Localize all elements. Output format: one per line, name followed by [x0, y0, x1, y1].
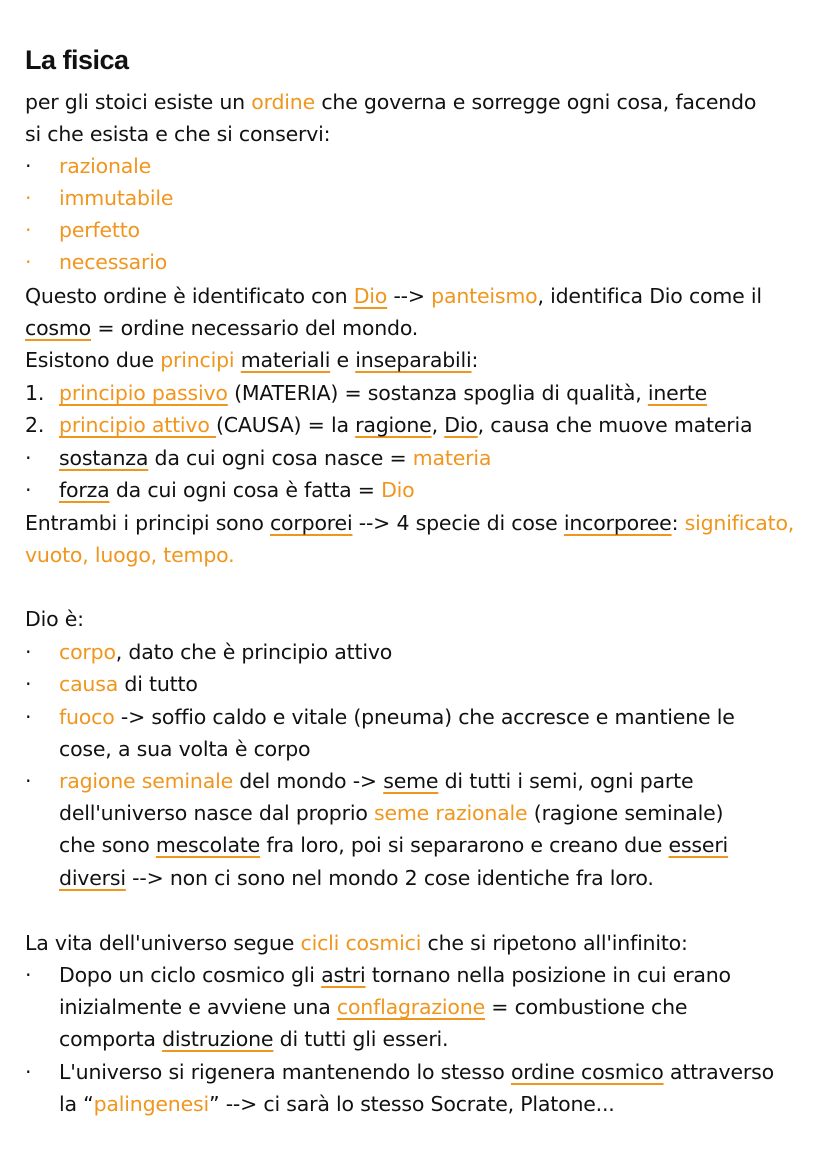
list-item-principle-1: 1. principio passivo (MATERIA) = sostanza spoglia di qualità, inerte — [25, 381, 708, 405]
bullet-icon: · — [25, 218, 32, 242]
list-item: · causa di tutto — [25, 668, 198, 700]
bullet-icon: · — [25, 1060, 32, 1084]
bullet-icon: · — [25, 478, 32, 502]
list-item: · corpo, dato che è principio attivo — [25, 636, 392, 668]
list-item: · immutabile — [25, 182, 173, 214]
list-item: · fuoco -> soffio caldo e vitale (pneuma) che accresce e mantiene le — [25, 701, 735, 733]
list-item: · L'universo si rigenera mantenendo lo stesso ordine cosmico attraverso — [25, 1056, 774, 1088]
both-line-1: Entrambi i principi sono corporei --> 4 specie di cose incorporee: significato, — [25, 511, 795, 535]
cycles-intro: La vita dell'universo segue cicli cosmici che si ripetono all'infinito: — [25, 931, 688, 955]
list-item: · forza da cui ogni cosa è fatta = Dio — [25, 474, 415, 506]
both-line-2: vuoto, luogo, tempo. — [25, 543, 235, 567]
intro-line-2: si che esista e che si conservi: — [25, 122, 331, 146]
list-item-continuation: che sono mescolate fra loro, poi si separarono e creano due esseri — [59, 833, 729, 857]
page-title: La fisica — [25, 45, 129, 75]
list-item-continuation: la “palingenesi” --> ci sarà lo stesso Socrate, Platone... — [59, 1092, 615, 1116]
bullet-icon: · — [25, 672, 32, 696]
bullet-icon: · — [25, 769, 32, 793]
list-item-continuation: cose, a sua volta è corpo — [59, 737, 311, 761]
bullet-icon: · — [25, 705, 32, 729]
list-item: · ragione seminale del mondo -> seme di tutti i semi, ogni parte — [25, 765, 693, 797]
god-line-2: cosmo = ordine necessario del mondo. — [25, 316, 419, 340]
bullet-icon: · — [25, 963, 32, 987]
highlight-ordine: ordine — [251, 90, 316, 114]
list-item-continuation: inizialmente e avviene una conflagrazione = combustione che — [59, 995, 688, 1019]
list-item: · sostanza da cui ogni cosa nasce = materia — [25, 442, 491, 474]
section-heading-dio: Dio è: — [25, 607, 84, 631]
list-item: · razionale — [25, 150, 151, 182]
list-item: · Dopo un ciclo cosmico gli astri tornano nella posizione in cui erano — [25, 959, 731, 991]
intro-line-1: per gli stoici esiste un ordine che governa e sorregge ogni cosa, facendo — [25, 90, 757, 114]
bullet-icon: · — [25, 446, 32, 470]
list-item-continuation: diversi --> non ci sono nel mondo 2 cose identiche fra loro. — [59, 866, 654, 890]
list-item: · necessario — [25, 246, 167, 278]
list-item: · perfetto — [25, 214, 140, 246]
principles-intro: Esistono due principi materiali e inseparabili: — [25, 348, 479, 372]
god-line-1: Questo ordine è identificato con Dio --> panteismo, identifica Dio come il — [25, 284, 762, 308]
bullet-icon: · — [25, 154, 32, 178]
list-item-continuation: comporta distruzione di tutti gli esseri. — [59, 1027, 449, 1051]
bullet-icon: · — [25, 640, 32, 664]
bullet-icon: · — [25, 186, 32, 210]
bullet-icon: · — [25, 250, 32, 274]
list-item-continuation: dell'universo nasce dal proprio seme razionale (ragione seminale) — [59, 801, 724, 825]
list-item-principle-2: 2. principio attivo (CAUSA) = la ragione, Dio, causa che muove materia — [25, 413, 753, 437]
